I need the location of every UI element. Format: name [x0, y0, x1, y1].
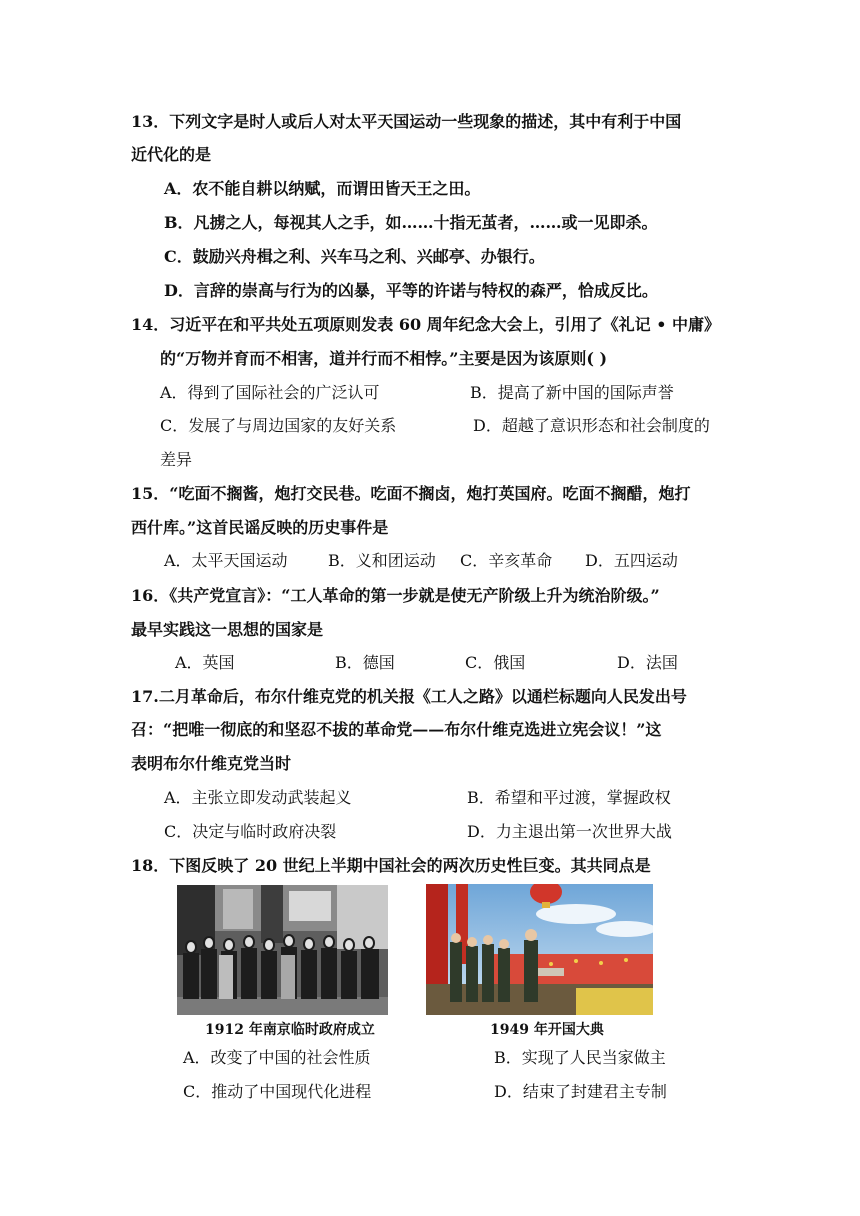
- q14-stem-line1: 14．习近平在和平共处五项原则发表 60 周年纪念大会上，引用了《礼记 • 中庸》: [131, 315, 721, 334]
- q16-option-c: C．俄国: [465, 653, 526, 672]
- q17-option-d: D．力主退出第一次世界大战: [467, 822, 672, 841]
- q13-option-c: C．鼓励兴舟楫之利、兴车马之利、兴邮亭、办银行。: [164, 247, 545, 266]
- q17-option-c: C．决定与临时政府决裂: [164, 822, 337, 841]
- q17-stem-line3: 表明布尔什维克党当时: [131, 754, 292, 773]
- q15-option-c: C．辛亥革命: [460, 551, 553, 570]
- q18-option-b: B．实现了人民当家做主: [494, 1048, 666, 1067]
- photo-1949-ceremony: [426, 884, 653, 1015]
- q15-option-d: D．五四运动: [585, 551, 678, 570]
- q16-option-d: D．法国: [617, 653, 678, 672]
- q15-stem-line1: 15．“吃面不搁酱，炮打交民巷。吃面不搁卤，炮打英国府。吃面不搁醋，炮打: [131, 484, 691, 503]
- q15-option-a: A．太平天国运动: [164, 551, 288, 570]
- q18-option-a: A．改变了中国的社会性质: [183, 1048, 371, 1067]
- q16-stem-line2: 最早实践这一思想的国家是: [131, 620, 324, 639]
- q17-option-b: B．希望和平过渡，掌握政权: [467, 788, 671, 807]
- q18-option-d: D．结束了封建君主专制: [494, 1082, 667, 1101]
- q15-option-b: B．义和团运动: [328, 551, 436, 570]
- q14-option-d: D．超越了意识形态和社会制度的: [473, 416, 710, 435]
- q18-option-c: C．推动了中国现代化进程: [183, 1082, 372, 1101]
- q14-option-b: B．提高了新中国的国际声誉: [470, 383, 674, 402]
- q16-option-b: B．德国: [335, 653, 395, 672]
- photo-caption-1912: 1912 年南京临时政府成立: [205, 1022, 375, 1038]
- photo-caption-1949: 1949 年开国大典: [490, 1022, 604, 1038]
- q17-stem-line2: 召：“把唯一彻底的和坚忍不拔的革命党——布尔什维克选进立宪会议！”这: [131, 720, 662, 739]
- q17-stem-line1: 17.二月革命后，布尔什维克党的机关报《工人之路》以通栏标题向人民发出号: [131, 687, 687, 706]
- q17-option-a: A．主张立即发动武装起义: [164, 788, 352, 807]
- q16-stem-line1: 16．《共产党宣言》：“工人革命的第一步就是使无产阶级上升为统治阶级。”: [131, 586, 660, 605]
- q13-option-d: D．言辞的崇高与行为的凶暴，平等的许诺与特权的森严，恰成反比。: [164, 281, 658, 300]
- q14-option-c: C．发展了与周边国家的友好关系: [160, 416, 397, 435]
- q15-stem-line2: 西什库。”这首民谣反映的历史事件是: [131, 518, 389, 537]
- q13-option-b: B．凡掳之人，每视其人之手，如……十指无茧者，……或一见即杀。: [164, 213, 658, 232]
- q13-option-a: A．农不能自耕以纳赋，而谓田皆天王之田。: [164, 179, 481, 198]
- q16-option-a: A．英国: [175, 653, 235, 672]
- q13-stem-line1: 13．下列文字是时人或后人对太平天国运动一些现象的描述，其中有利于中国: [131, 112, 682, 131]
- q13-stem-line2: 近代化的是: [131, 145, 212, 164]
- q14-option-d-cont: 差异: [160, 450, 193, 469]
- q18-stem: 18．下图反映了 20 世纪上半期中国社会的两次历史性巨变。其共同点是: [131, 856, 651, 875]
- q14-stem-line2: 的“万物并育而不相害，道并行而不相悖。”主要是因为该原则( ): [160, 349, 608, 368]
- photo-1912-group: [177, 885, 388, 1015]
- q14-option-a: A．得到了国际社会的广泛认可: [160, 383, 380, 402]
